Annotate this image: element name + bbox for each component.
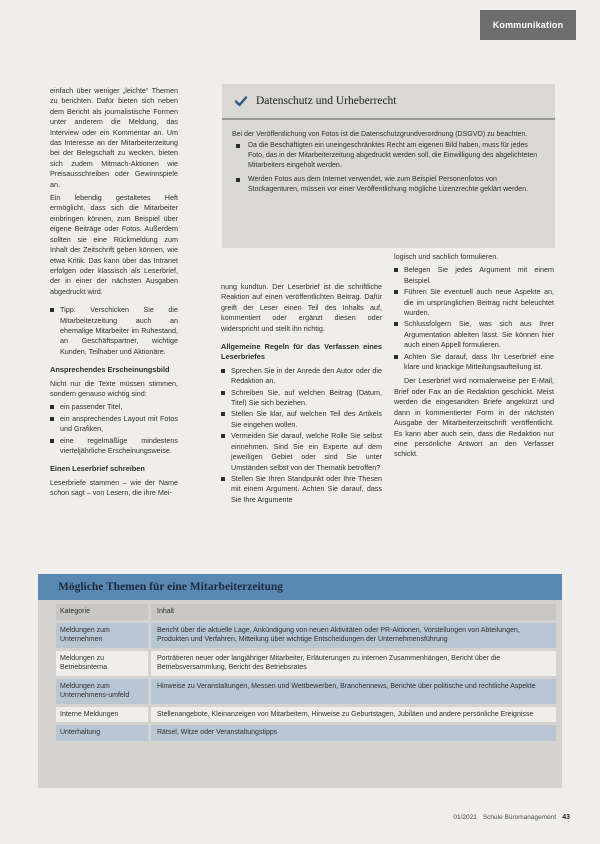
table-cell-content: Porträtieren neuer oder langjähriger Mitarbeiter, Erläuterungen zu internen Zusammenhängen, Bericht über die Betriebsversammlung, Bericht des Betriebsrates <box>151 651 556 676</box>
table-cell-category: Meldungen zum Unternehmens-umfeld <box>56 679 148 704</box>
subheading: Einen Leserbrief schreiben <box>50 464 145 474</box>
list-item: Schlussfolgern Sie, was sich aus Ihrer Argumentation ableiten lässt. Sie können hier auch einen Appell formulieren. <box>394 319 554 350</box>
info-box <box>222 84 555 248</box>
list-item: Sprechen Sie in der Anrede den Autor oder die Redaktion an. <box>221 366 382 387</box>
middle-column <box>221 282 382 509</box>
table-cell-content: Stellenangebote, Kleinanzeigen von Mitarbeitern, Hinweise zu Geburtstagen, Jubiläen und andere persönliche Ereignisse <box>151 707 556 723</box>
tip-item: Tipp: Verschicken Sie die Mitarbeiterzeitung auch an ehemalige Mitarbeiter im Ruhestand, an Geschäftspartner, wichtige Kunden, Teilhaber und Aktionäre. <box>50 305 178 357</box>
paragraph: einfach über weniger „leichte“ Themen zu berichten. Dafür bieten sich neben dem Bericht als journalistische Formen unter anderem die Meldung, das Interview oder ein Kommentar an. Um das Interesse an der Mitarbeiterzeitung bei der Belegschaft zu wecken, bieten sich zudem Mitmach-Aktionen wie Preisausschreiben oder Gewinnspiele an. <box>50 86 178 189</box>
table-row <box>56 679 556 704</box>
table-cell-category: Meldungen zum Unternehmen <box>56 623 148 648</box>
list-item: ein ansprechendes Layout mit Fotos und Grafiken, <box>50 414 178 435</box>
checkmark-icon <box>234 94 248 108</box>
left-column <box>50 86 178 502</box>
info-item: Werden Fotos aus dem Internet verwendet, wie zum Beispiel Personenfotos von Stockagenturen, müssen vor einer Veröffentlichung mögliche Lizenzrechte geklärt werden. <box>232 175 543 195</box>
list-item: Belegen Sie jedes Argument mit einem Beispiel. <box>394 265 554 286</box>
info-box-body <box>222 120 555 195</box>
topics-table <box>56 604 556 744</box>
info-list <box>232 141 543 195</box>
list-item: Stellen Sie klar, auf welchen Teil des Artikels Sie eingehen wollen. <box>221 409 382 430</box>
paragraph: Der Leserbrief wird normalerweise per E-Mail, Brief oder Fax an die Redaktion geschickt. Meist werden die eingesandten Briefe angekürzt und dann in kommentierter Form in der nächsten Ausgabe der Mitarbeiterzeitschrift veröffentlicht. Es kann aber auch sein, dass die Redaktion nur eine persönliche Antwort an den Verfasser schickt. <box>394 376 554 459</box>
table-title: Mögliche Themen für eine Mitarbeiterzeitung <box>38 574 562 600</box>
column-header-content: Inhalt <box>151 604 556 620</box>
list-item: Vermeiden Sie darauf, welche Rolle Sie selbst einnehmen. Sind Sie ein Experte auf dem jeweiligen Gebiet oder sind Sie unter Umständen selbst von der Thematik betroffen? <box>221 431 382 473</box>
section-tab <box>480 10 576 40</box>
table-row <box>56 725 556 741</box>
list-item: eine regelmäßige mindestens vierteljährliche Erscheinungsweise. <box>50 436 178 457</box>
bullet-list <box>50 402 178 456</box>
table-row <box>56 623 556 648</box>
paragraph: Nicht nur die Texte müssen stimmen, sondern genauso wichtig sind: <box>50 378 178 398</box>
table-row <box>56 707 556 723</box>
table-cell-category: Unterhaltung <box>56 725 148 741</box>
list-item: Stellen Sie Ihren Standpunkt oder Ihre Thesen mit einem Argument. Achten Sie darauf, dass Sie Ihre Argumente <box>221 474 382 505</box>
info-box-title: Datenschutz und Urheberrecht <box>256 95 397 107</box>
subheading: Allgemeine Regeln für das Verfassen eines Leserbriefes <box>221 342 382 362</box>
paragraph: Leserbriefe stammen – wie der Name schon sagt – von Lesern, die ihre Mei- <box>50 477 178 498</box>
bullet-list <box>221 366 382 505</box>
info-box-header <box>222 84 555 120</box>
right-column <box>394 252 554 463</box>
table-cell-category: Meldungen zu Betriebsinterna <box>56 651 148 676</box>
list-item: Schreiben Sie, auf welchen Beitrag (Datum, Titel) Sie sich beziehen. <box>221 388 382 409</box>
list-item: Führen Sie eventuell auch neue Aspekte an, die im ursprünglichen Beitrag nicht beleuchtet wurden. <box>394 287 554 318</box>
paragraph: nung kundtun. Der Leserbrief ist die schriftliche Reaktion auf einen veröffentlichten Beitrag. Dafür greift der Leser einen Teil des Inhalts auf, kommentiert oder ergänzt diesen oder widerspricht und stellt ihn richtig. <box>221 282 382 333</box>
page-number: 43 <box>562 814 570 821</box>
list-item: Achten Sie darauf, dass Ihr Leserbrief eine klare und knackige Mitteilungsaufteilung ist. <box>394 352 554 373</box>
table-cell-category: Interne Meldungen <box>56 707 148 723</box>
issue-number: 01/2021 <box>453 814 477 821</box>
page-footer <box>453 814 570 821</box>
table-cell-content: Rätsel, Witze oder Veranstaltungstipps <box>151 725 556 741</box>
topics-table-box <box>38 574 562 788</box>
bullet-list <box>394 265 554 372</box>
list-item: ein passender Titel, <box>50 402 178 412</box>
info-intro: Bei der Veröffentlichung von Fotos ist die Datenschutzgrundverordnung (DSGVO) zu beachten. <box>232 131 528 138</box>
info-item: Da die Beschäftigten ein uneingeschränktes Recht am eigenen Bild haben, muss für jedes Foto, das in der Mitarbeiterzeitung abgedruckt werden soll, die Einwilligung des abgelichteten Mitarbeiters eingeholt werden. <box>232 141 543 171</box>
paragraph: Ein lebendig gestaltetes Heft ermöglicht, dass sich die Mitarbeiter einbringen können, zum Beispiel über eigene Beiträge oder Fotos. Außerdem sollten sie eine Rückmeldung zum Inhalt der Zeitschrift geben können, wie etwa Kritik. Das kann über das Intranet erfolgen oder klassisch als Leserbrief, der in einer der nächsten Ausgaben abgedruckt wird. <box>50 193 178 296</box>
publication-name: Schule Büromanagement <box>482 814 557 821</box>
table-header-row <box>56 604 556 620</box>
subheading: Ansprechendes Erscheinungsbild <box>50 365 170 375</box>
table-cell-content: Hinweise zu Veranstaltungen, Messen und Wettbewerben, Branchennews, Berichte über politische und rechtliche Aspekte <box>151 679 556 704</box>
table-row <box>56 651 556 676</box>
tip-list <box>50 305 178 357</box>
column-header-category: Kategorie <box>56 604 148 620</box>
paragraph: logisch und sachlich formulieren. <box>394 252 499 261</box>
section-label: Kommunikation <box>492 20 564 30</box>
table-cell-content: Bericht über die aktuelle Lage, Ankündigung von neuen Aktivitäten oder PR-Aktionen, Vorstellungen von Abteilungen, Produkten und Verfahren, Mitteilung über wichtige Entscheidungen der Unternehmensführung <box>151 623 556 648</box>
